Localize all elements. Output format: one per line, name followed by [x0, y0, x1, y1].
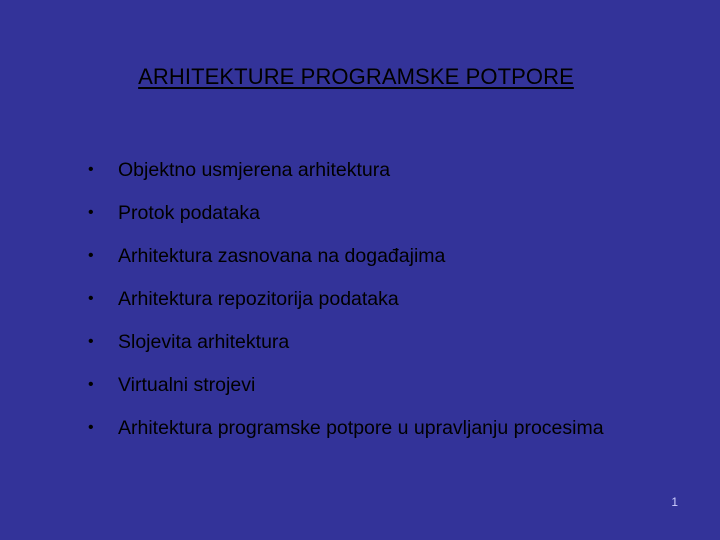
- list-item-text: Slojevita arhitektura: [118, 331, 290, 353]
- bullet-list: [88, 158, 688, 459]
- list-item: [88, 416, 688, 440]
- list-item: [88, 201, 688, 225]
- bullet-icon: •: [88, 333, 94, 350]
- bullet-icon: •: [88, 290, 94, 307]
- list-item: [88, 373, 688, 397]
- list-item-text: Arhitektura repozitorija podataka: [118, 288, 399, 310]
- list-item-text: Objektno usmjerena arhitektura: [118, 159, 391, 181]
- bullet-icon: •: [88, 204, 94, 221]
- page-number: 1: [671, 495, 678, 509]
- list-item: [88, 287, 688, 311]
- list-item: [88, 330, 688, 354]
- list-item: [88, 158, 688, 182]
- list-item: [88, 244, 688, 268]
- list-item-text: Arhitektura programske potpore u upravljanju procesima: [118, 417, 604, 439]
- list-item-text: Protok podataka: [118, 202, 261, 224]
- bullet-icon: •: [88, 419, 94, 436]
- list-item-text: Virtualni strojevi: [118, 374, 256, 396]
- slide-title: ARHITEKTURE PROGRAMSKE POTPORE: [138, 64, 574, 89]
- bullet-icon: •: [88, 376, 94, 393]
- bullet-icon: •: [88, 161, 94, 178]
- list-item-text: Arhitektura zasnovana na događajima: [118, 245, 446, 267]
- bullet-icon: •: [88, 247, 94, 264]
